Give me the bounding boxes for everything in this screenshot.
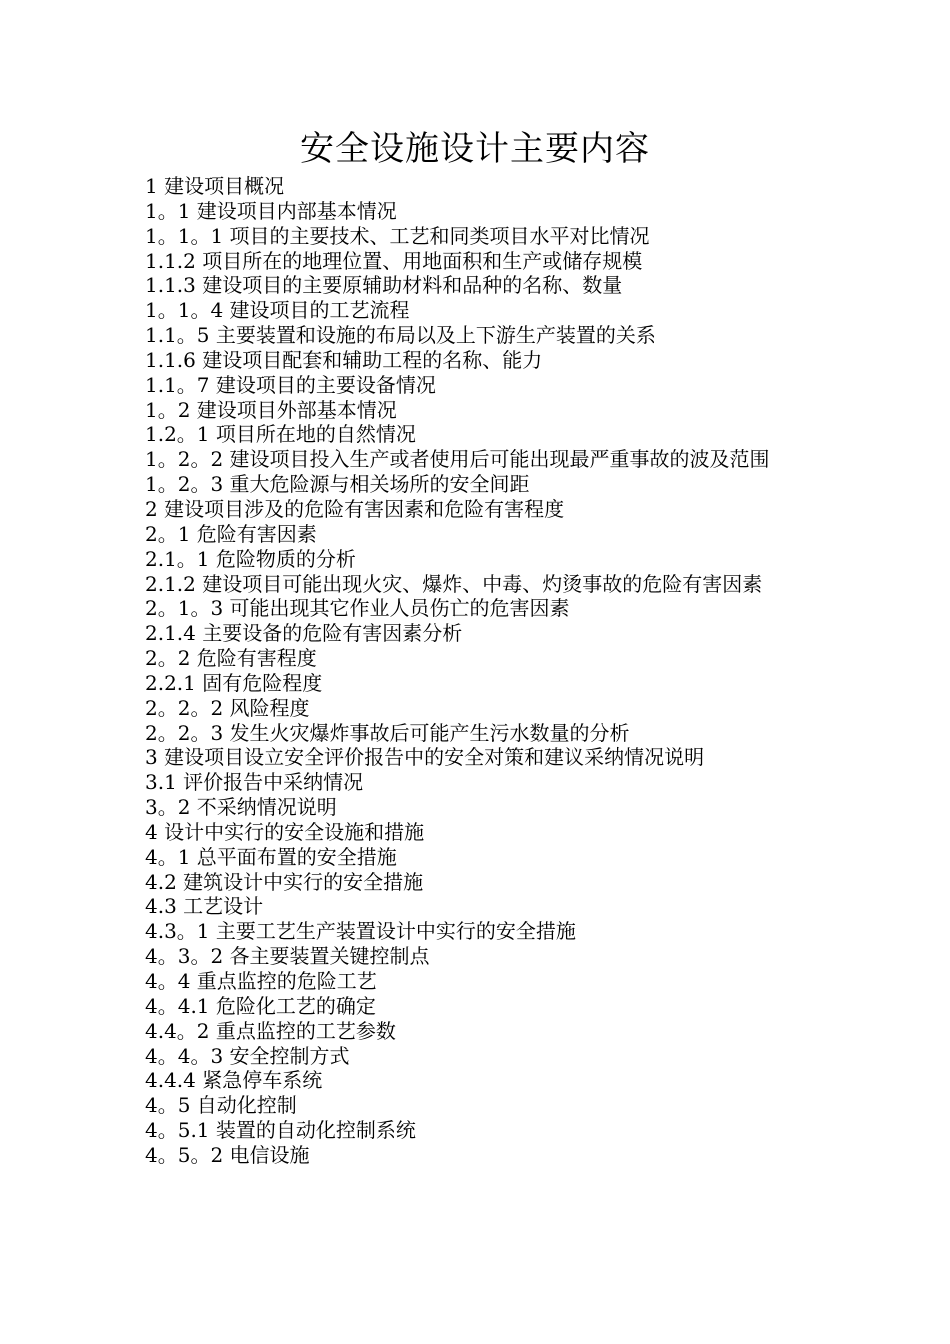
outline-line: 2。1。3 可能出现其它作业人员伤亡的危害因素: [145, 596, 570, 621]
outline-line: 4.4。2 重点监控的工艺参数: [145, 1018, 396, 1043]
outline-list: [145, 174, 815, 1168]
outline-line: 4。5.1 装置的自动化控制系统: [145, 1118, 416, 1143]
outline-line: 1.2。1 项目所在地的自然情况: [145, 422, 416, 447]
outline-line: 4。5。2 电信设施: [145, 1142, 310, 1167]
outline-line: 2 建设项目涉及的危险有害因素和危险有害程度: [145, 496, 565, 521]
outline-line: 1。1。1 项目的主要技术、工艺和同类项目水平对比情况: [145, 223, 650, 248]
outline-line: 2.1.2 建设项目可能出现火灾、爆炸、中毒、灼烫事故的危险有害因素: [145, 571, 763, 596]
outline-line: 4。4.1 危险化工艺的确定: [145, 993, 376, 1018]
outline-line: 1.1。7 建设项目的主要设备情况: [145, 372, 436, 397]
outline-line: 1.1.2 项目所在的地理位置、用地面积和生产或储存规模: [145, 248, 643, 273]
outline-line: 4.4.4 紧急停车系统: [145, 1068, 323, 1093]
outline-line: 4。3。2 各主要装置关键控制点: [145, 944, 430, 969]
outline-line: 4。5 自动化控制: [145, 1093, 297, 1118]
outline-line: 4。1 总平面布置的安全措施: [145, 844, 397, 869]
outline-line: 4。4。3 安全控制方式: [145, 1043, 350, 1068]
outline-line: 2.2.1 固有危险程度: [145, 670, 323, 695]
outline-line: 1.1.3 建设项目的主要原辅助材料和品种的名称、数量: [145, 273, 623, 298]
outline-line: 2.1。1 危险物质的分析: [145, 546, 356, 571]
outline-line: 2。1 危险有害因素: [145, 521, 317, 546]
outline-line: 1.1.6 建设项目配套和辅助工程的名称、能力: [145, 347, 543, 372]
outline-line: 1。1。4 建设项目的工艺流程: [145, 298, 410, 323]
outline-line: 1.1。5 主要装置和设施的布局以及上下游生产装置的关系: [145, 323, 656, 348]
outline-line: 1 建设项目概况: [145, 174, 285, 198]
outline-line: 4.2 建筑设计中实行的安全措施: [145, 869, 424, 894]
outline-line: 3.1 评价报告中采纳情况: [145, 770, 364, 795]
outline-line: 1。1 建设项目内部基本情况: [145, 198, 397, 223]
outline-line: 4.3 工艺设计: [145, 894, 264, 919]
outline-line: 3。2 不采纳情况说明: [145, 795, 337, 820]
outline-line: 2。2。3 发生火灾爆炸事故后可能产生污水数量的分析: [145, 720, 630, 745]
outline-line: 4.3。1 主要工艺生产装置设计中实行的安全措施: [145, 919, 576, 944]
outline-line: 2。2 危险有害程度: [145, 646, 317, 671]
outline-line: 4。4 重点监控的危险工艺: [145, 969, 377, 993]
outline-line: 2。2。2 风险程度: [145, 695, 310, 720]
outline-line: 3 建设项目设立安全评价报告中的安全对策和建议采纳情况说明: [145, 745, 705, 770]
outline-line: 4 设计中实行的安全设施和措施: [145, 819, 425, 844]
outline-line: 1。2。3 重大危险源与相关场所的安全间距: [145, 472, 530, 497]
document-title: 安全设施设计主要内容: [300, 129, 650, 169]
outline-line: 2.1.4 主要设备的危险有害因素分析: [145, 621, 463, 646]
outline-line: 1。2。2 建设项目投入生产或者使用后可能出现最严重事故的波及范围: [145, 447, 770, 472]
outline-line: 1。2 建设项目外部基本情况: [145, 397, 397, 422]
